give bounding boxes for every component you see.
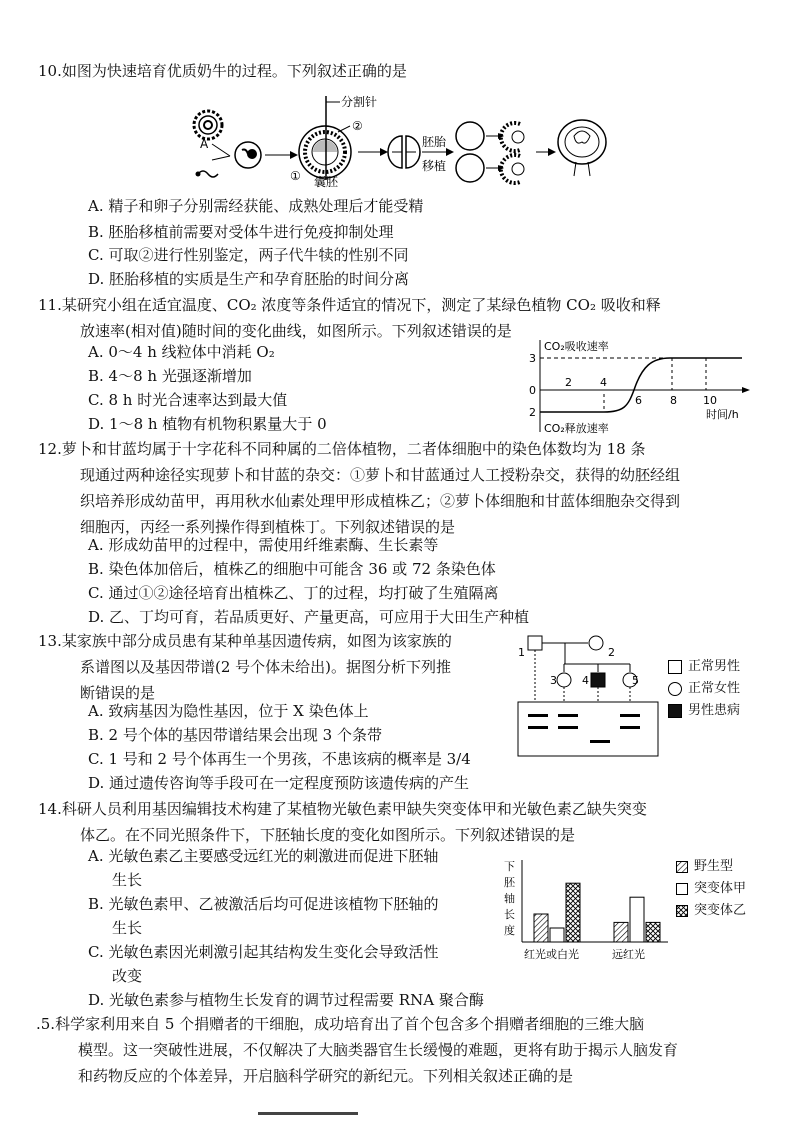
- question-number: 10.: [38, 62, 62, 80]
- question-10: [38, 58, 758, 84]
- x-tick: 6: [635, 394, 642, 407]
- label-transfer-1: 胚胎: [422, 135, 447, 149]
- fetus-icon: [558, 120, 606, 176]
- y-axis-label: 下胚轴长度: [504, 860, 515, 937]
- option-C: C. 8 h 时光合速率达到最大值: [88, 391, 288, 409]
- blank-swatch-icon: [676, 883, 688, 895]
- option-B: B. 4～8 h 光强逐渐增加: [88, 367, 252, 385]
- option-D: D. 通过遗传咨询等手段可在一定程度预防该遗传病的产生: [88, 774, 470, 792]
- question-12: 12.萝卜和甘蓝均属于十字花科不同种属的二倍体植物，二者体细胞中的染色体数均为 18 条 现通过两种途径实现萝卜和甘蓝的杂交：①萝卜和甘蓝通过人工授粉杂交，获得的幼胚经组 织培养形成幼苗甲，再用秋水仙素处理甲形成植株乙；②萝卜体细胞和甘蓝体细胞杂交得到 细胞丙，丙经一系列操作得到植株丁。下列叙述错误的是: [38, 440, 681, 536]
- option-D: D. 乙、丁均可育，若品质更好、产量更高，可应用于大田生产种植: [88, 608, 530, 626]
- option-C: C. 光敏色素因光刺激引起其结构发生变化会导致活性: [88, 943, 439, 961]
- sperm-icon: [198, 171, 218, 177]
- legend-mutant-a: 突变体甲: [676, 878, 746, 900]
- label-blastocyst: 囊胚: [314, 175, 339, 189]
- bar-chart-legend: [676, 856, 746, 922]
- x-tick: 2: [565, 376, 572, 389]
- option-A: A. 致病基因为隐性基因，位于 X 染色体上: [88, 702, 369, 720]
- svg-text:3: 3: [550, 674, 557, 687]
- option-C: C. 可取②进行性别鉴定，两子代牛犊的性别不同: [88, 246, 409, 264]
- embryo-process-figure: [190, 88, 610, 190]
- option-D: D. 1～8 h 植物有机物积累量大于 0: [88, 415, 327, 433]
- option-D: D. 胚胎移植的实质是生产和孕育胚胎的时间分离: [88, 270, 410, 288]
- bar-1-2: [550, 928, 564, 942]
- option-B: B. 2 号个体的基因带谱结果会出现 3 个条带: [88, 726, 382, 744]
- y-bottom-label: CO₂释放速率: [544, 422, 609, 435]
- x-category-label: 红光或白光: [524, 948, 579, 961]
- zygote-icon: [235, 142, 261, 168]
- filled-square-icon: [668, 704, 682, 718]
- developing-embryo-icon: [501, 123, 524, 183]
- question-15: .5.科学家利用来自 5 个捐赠者的干细胞，成功培育出了首个包含多个捐赠者细胞的三维大脑 模型。这一突破性进展，不仅解决了大脑类器官生长缓慢的难题，更将有助于揭示人脑发育 和药物反应的个体差异，开启脑科学研究的新纪元。下列相关叙述正确的是: [36, 1015, 679, 1085]
- option-B: B. 染色体加倍后，植株乙的细胞中可能含 36 或 72 条染色体: [88, 560, 496, 578]
- x-tick: 10: [703, 394, 717, 407]
- label-needle: 分割针: [341, 95, 378, 109]
- circle-icon: [668, 682, 682, 696]
- x-tick: 8: [670, 394, 677, 407]
- page-bottom-mark: [258, 1112, 358, 1115]
- hypocotyl-bar-chart: [498, 856, 673, 962]
- cross-swatch-icon: [676, 905, 688, 917]
- x-axis-label: 时间/h: [706, 408, 739, 421]
- legend-affected-male: 男性患病: [668, 700, 740, 722]
- label-1: ①: [290, 169, 301, 183]
- bar-1-1: [534, 914, 548, 942]
- option-A-cont: 生长: [112, 871, 143, 889]
- egg-cell-icon: [194, 111, 222, 139]
- question-10-stem: 10.如图为快速培育优质奶牛的过程。下列叙述正确的是: [38, 62, 407, 80]
- svg-text:1: 1: [518, 646, 525, 659]
- y-tick: 3: [529, 352, 536, 365]
- option-D: D. 光敏色素参与植物生长发育的调节过程需要 RNA 聚合酶: [88, 991, 484, 1009]
- pedigree-figure: [514, 630, 664, 760]
- blastocyst-icon: [299, 126, 351, 178]
- legend-wildtype: 野生型: [676, 856, 746, 878]
- option-B-cont: 生长: [112, 919, 143, 937]
- option-B: B. 胚胎移植前需要对受体牛进行免疫抑制处理: [88, 223, 394, 241]
- y-tick: 0: [529, 384, 536, 397]
- option-C: C. 1 号和 2 号个体再生一个男孩，不患该病的概率是 3/4: [88, 750, 471, 768]
- x-tick: 4: [600, 376, 607, 389]
- split-embryo-icon: [388, 136, 420, 168]
- label-transfer-2: 移植: [422, 159, 447, 173]
- bar-2-1: [614, 922, 628, 942]
- option-C-cont: 改变: [112, 967, 143, 985]
- hatch-swatch-icon: [676, 861, 688, 873]
- legend-normal-male: 正常男性: [668, 656, 740, 678]
- y-top-label: CO₂吸收速率: [544, 340, 609, 353]
- svg-text:4: 4: [582, 674, 589, 687]
- option-C: C. 通过①②途径培育出植株乙、丁的过程，均打破了生殖隔离: [88, 584, 499, 602]
- bar-1-3: [566, 883, 580, 942]
- x-category-label: 远红光: [612, 948, 645, 961]
- option-A: A. 0～4 h 线粒体中消耗 O₂: [88, 343, 275, 361]
- label-2: ②: [352, 119, 363, 133]
- y-tick: 2: [529, 406, 536, 419]
- co2-rate-chart: [520, 336, 770, 436]
- legend-mutant-b: 突变体乙: [676, 900, 746, 922]
- option-A: A. 精子和卵子分别需经获能、成熟处理后才能受精: [88, 197, 424, 215]
- option-A: A. 形成幼苗甲的过程中，需使用纤维素酶、生长素等: [88, 536, 439, 554]
- question-11-stem: 11.某研究小组在适宜温度、CO₂ 浓度等条件适宜的情况下，测定了某绿色植物 CO₂ 吸收和释: [38, 296, 661, 314]
- svg-text:2: 2: [608, 646, 615, 659]
- square-icon: [668, 660, 682, 674]
- pedigree-legend: [668, 656, 740, 722]
- option-A: A. 光敏色素乙主要感受远红光的刺激进而促进下胚轴: [88, 847, 439, 865]
- question-14: 14.科研人员利用基因编辑技术构建了某植物光敏色素甲缺失突变体甲和光敏色素乙缺失突变 体乙。在不同光照条件下，下胚轴长度的变化如图所示。下列叙述错误的是: [38, 800, 647, 844]
- svg-text:5: 5: [632, 674, 639, 687]
- bar-2-3: [646, 922, 660, 942]
- question-11: 11.某研究小组在适宜温度、CO₂ 浓度等条件适宜的情况下，测定了某绿色植物 CO₂ 吸收和释 放速率(相对值)随时间的变化曲线，如图所示。下列叙述错误的是: [38, 292, 758, 344]
- question-13: 13.某家族中部分成员患有某种单基因遗传病，如图为该家族的 系谱图以及基因带谱(2 号个体未给出)。据图分析下列推 断错误的是: [38, 632, 452, 702]
- label-A: A: [200, 137, 209, 151]
- option-B: B. 光敏色素甲、乙被激活后均可促进该植物下胚轴的: [88, 895, 439, 913]
- legend-normal-female: 正常女性: [668, 678, 740, 700]
- bar-2-2: [630, 897, 644, 942]
